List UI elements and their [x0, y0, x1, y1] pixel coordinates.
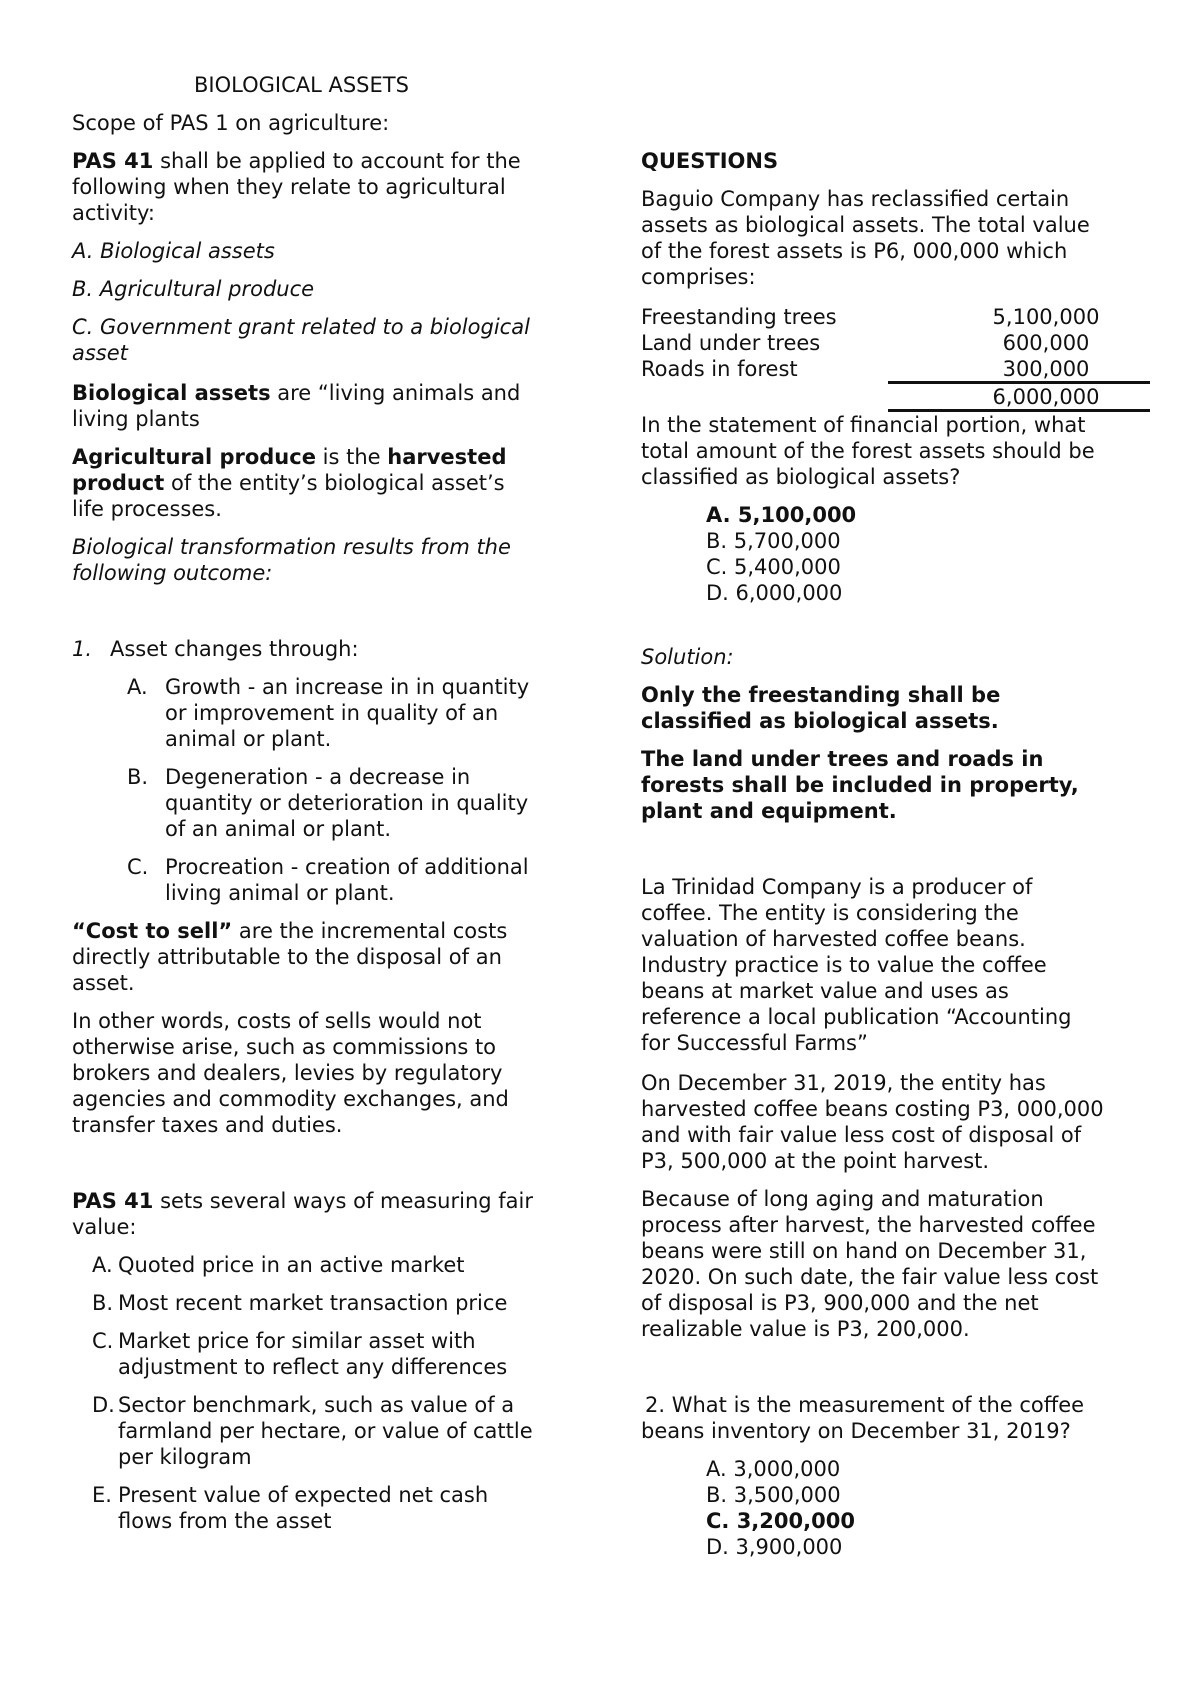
pas41-intro-line2: following when they relate to agricultural [72, 175, 506, 199]
list-line: Sector benchmark, such as value of a [118, 1393, 515, 1417]
table-label: Freestanding trees [641, 305, 837, 329]
solution-line: forests shall be included in property, [641, 773, 1079, 797]
bio-rest: are “living animals and [277, 381, 521, 405]
list-letter: E. [92, 1483, 112, 1507]
list-line: Degeneration - a decrease in [165, 765, 471, 789]
bio-bold: Biological assets [72, 381, 271, 405]
dec-line: P3, 500,000 at the point harvest. [641, 1149, 990, 1173]
pas41-intro-line1 [72, 148, 521, 174]
questions-heading: QUESTIONS [641, 149, 779, 173]
bio-def-line1 [72, 380, 520, 406]
list-line: flows from the asset [118, 1509, 332, 1533]
agri-bold: Agricultural produce [72, 445, 316, 469]
aging-line: Because of long aging and maturation [641, 1187, 1044, 1211]
table-value: 600,000 [1002, 331, 1090, 355]
page-title: BIOLOGICAL ASSETS [194, 73, 409, 97]
fv-bold: PAS 41 [72, 1189, 154, 1213]
list-letter: C. [127, 855, 149, 879]
aging-line: of disposal is P3, 900,000 and the net [641, 1291, 1039, 1315]
lt-line: valuation of harvested coffee beans. [641, 927, 1026, 951]
aging-line: process after harvest, the harvested coffee [641, 1213, 1096, 1237]
table-row [641, 330, 1151, 356]
pas41-bold: PAS 41 [72, 149, 154, 173]
q2-line: beans inventory on December 31, 2019? [641, 1419, 1071, 1443]
other-words-line3: brokers and dealers, levies by regulatory [72, 1061, 503, 1085]
q1-choice-d: D. 6,000,000 [706, 581, 843, 605]
list-line: farmland per hectare, or value of cattle [118, 1419, 533, 1443]
list-letter: B. [92, 1291, 114, 1315]
agri-product: product [72, 471, 165, 495]
q2-choice-d: D. 3,900,000 [706, 1535, 843, 1559]
list-number-1: 1. [72, 637, 93, 661]
aging-line: realizable value is P3, 200,000. [641, 1317, 970, 1341]
lt-line: reference a local publication “Accounting [641, 1005, 1072, 1029]
q1-choice-b: B. 5,700,000 [706, 529, 841, 553]
list-letter: B. [127, 765, 149, 789]
list-line: or improvement in quality of an [165, 701, 499, 725]
q1-line: of the forest assets is P6, 000,000 which [641, 239, 1068, 263]
q1-choice-c: C. 5,400,000 [706, 555, 841, 579]
solution-line: plant and equipment. [641, 799, 897, 823]
list-letter: D. [92, 1393, 115, 1417]
pas41-intro-line3: activity: [72, 201, 155, 225]
scope-item-c-line2: asset [72, 341, 128, 365]
fv-rest: sets several ways of measuring fair [160, 1189, 534, 1213]
cts-line3: asset. [72, 971, 135, 995]
fv-line2: value: [72, 1215, 137, 1239]
list-line: Quoted price in an active market [118, 1253, 465, 1277]
table-value: 5,100,000 [992, 305, 1100, 329]
list-line: adjustment to reflect any differences [118, 1355, 508, 1379]
aging-line: 2020. On such date, the fair value less cost [641, 1265, 1099, 1289]
solution-label: Solution: [641, 645, 734, 669]
agri-def-line2 [72, 470, 505, 496]
agri-def-line3: life processes. [72, 497, 222, 521]
q1-ask-line: total amount of the forest assets should be [641, 439, 1095, 463]
fv-line1 [72, 1188, 533, 1214]
scope-item-a: A. Biological assets [72, 239, 275, 263]
table-row [641, 356, 1151, 382]
q2-choice-c: C. 3,200,000 [706, 1509, 855, 1533]
list-line: living animal or plant. [165, 881, 395, 905]
list-line: Present value of expected net cash [118, 1483, 489, 1507]
list-line: Market price for similar asset with [118, 1329, 476, 1353]
list-line: per kilogram [118, 1445, 252, 1469]
aging-line: beans were still on hand on December 31, [641, 1239, 1087, 1263]
lt-line: La Trinidad Company is a producer of [641, 875, 1033, 899]
dec-line: On December 31, 2019, the entity has [641, 1071, 1046, 1095]
cts-line2: directly attributable to the disposal of an [72, 945, 502, 969]
list-letter: A. [92, 1253, 113, 1277]
q1-choice-a: A. 5,100,000 [706, 503, 857, 527]
cts-bold: “Cost to sell” [72, 919, 233, 943]
q2-choice-b: B. 3,500,000 [706, 1483, 841, 1507]
agri-is: is the [322, 445, 381, 469]
list-line: Procreation - creation of additional [165, 855, 529, 879]
cts-line1 [72, 918, 507, 944]
agri-def-line1 [72, 444, 506, 470]
table-label: Roads in forest [641, 357, 798, 381]
solution-line: classified as biological assets. [641, 709, 999, 733]
dec-line: and with fair value less cost of disposal of [641, 1123, 1082, 1147]
table-label: Land under trees [641, 331, 821, 355]
q1-line: comprises: [641, 265, 756, 289]
q1-line: Baguio Company has reclassified certain [641, 187, 1070, 211]
table-value: 300,000 [1002, 357, 1090, 381]
other-words-line4: agencies and commodity exchanges, and [72, 1087, 509, 1111]
bt-line2: following outcome: [72, 561, 273, 585]
scope-heading: Scope of PAS 1 on agriculture: [72, 111, 390, 135]
scope-item-b: B. Agricultural produce [72, 277, 315, 301]
list-line: quantity or deterioration in quality [165, 791, 529, 815]
solution-line: The land under trees and roads in [641, 747, 1044, 771]
list-line: of an animal or plant. [165, 817, 392, 841]
other-words-line5: transfer taxes and duties. [72, 1113, 343, 1137]
list-line: Most recent market transaction price [118, 1291, 508, 1315]
list-letter: A. [127, 675, 148, 699]
q2-line: 2. What is the measurement of the coffee [645, 1393, 1085, 1417]
list-letter: C. [92, 1329, 114, 1353]
list-line: animal or plant. [165, 727, 332, 751]
lt-line: Industry practice is to value the coffee [641, 953, 1047, 977]
q2-choice-a: A. 3,000,000 [706, 1457, 841, 1481]
lt-line: coffee. The entity is considering the [641, 901, 1019, 925]
agri-harvested: harvested [387, 445, 507, 469]
bt-line1: Biological transformation results from the [72, 535, 511, 559]
q1-ask-line: classified as biological assets? [641, 465, 961, 489]
list-line: Growth - an increase in in quantity [165, 675, 530, 699]
q1-ask-line: In the statement of financial portion, what [641, 413, 1086, 437]
other-words-line2: otherwise arise, such as commissions to [72, 1035, 497, 1059]
cts-rest: are the incremental costs [238, 919, 508, 943]
table-row [641, 304, 1151, 330]
lt-line: for Successful Farms” [641, 1031, 868, 1055]
other-words-line1: In other words, costs of sells would not [72, 1009, 482, 1033]
dec-line: harvested coffee beans costing P3, 000,000 [641, 1097, 1104, 1121]
pas41-rest: shall be applied to account for the [160, 149, 521, 173]
bio-def-line2: living plants [72, 407, 200, 431]
scope-item-c-line1: C. Government grant related to a biological [72, 315, 530, 339]
lt-line: beans at market value and uses as [641, 979, 1009, 1003]
agri-rest: of the entity’s biological asset’s [170, 471, 505, 495]
table-total: 6,000,000 [992, 385, 1100, 409]
solution-line: Only the freestanding shall be [641, 683, 1001, 707]
list-number-1-text: Asset changes through: [110, 637, 359, 661]
table-total-row [641, 384, 1151, 410]
q1-line: assets as biological assets. The total value [641, 213, 1090, 237]
